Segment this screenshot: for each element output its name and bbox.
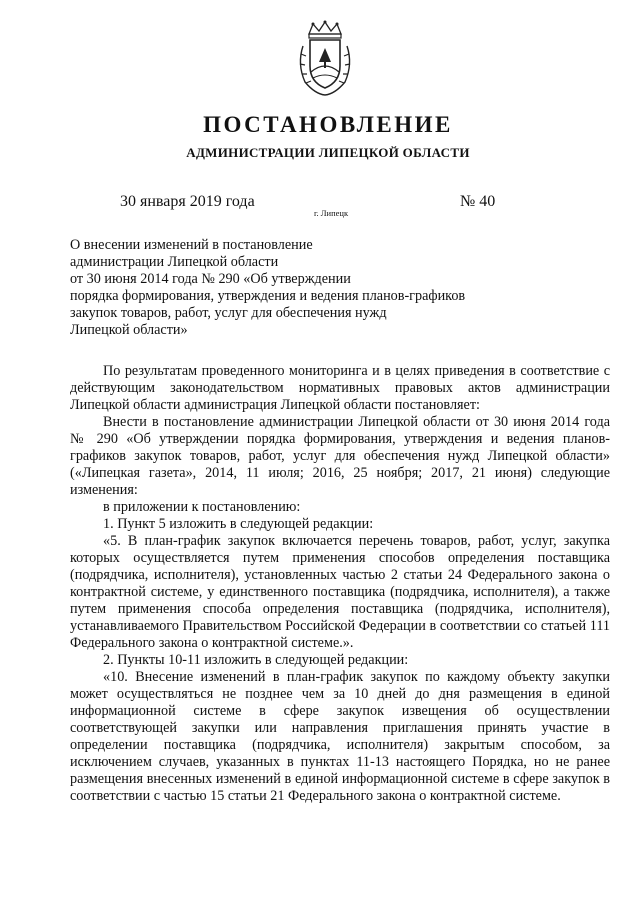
document-number: № 40 xyxy=(460,193,496,210)
body-paragraph: Внести в постановление администрации Липецкой области от 30 июня 2014 года № 290 «Об утверждении порядка формирования, утверждения и ведения планов-графиков закупок товаров, работ, услуг для обеспечения нужд Липецкой области» («Липецкая газета», 2014, 11 июля; 2016, 25 ноября; 2017, 21 июня) следующие изменения: xyxy=(70,414,610,498)
body-paragraph: «10. Внесение изменений в план-график закупок по каждому объекту закупки может осуществляться не позднее чем за 10 дней до дня размещения в единой информационной системе в сфере закупок извещения об осуществлении соответствующей закупки или направления приглашения принять участие в определении поставщика (подрядчика, исполнителя) закрытым способом, за исключением случаев, указанных в пунктах 11-13 настоящего Порядка, но не ранее размещения внесенных изменений в единой информационной системе в сфере закупок в соответствии с частью 15 статьи 21 Федерального закона о контрактной системе. xyxy=(70,669,610,804)
document-subject xyxy=(70,237,465,339)
body-paragraph: 2. Пункты 10-11 изложить в следующей редакции: xyxy=(103,652,409,668)
subject-line: от 30 июня 2014 года № 290 «Об утверждении xyxy=(70,271,351,287)
issuing-authority: АДМИНИСТРАЦИИ ЛИПЕЦКОЙ ОБЛАСТИ xyxy=(186,145,470,160)
subject-line: порядка формирования, утверждения и ведения планов-графиков xyxy=(70,288,466,304)
subject-line: О внесении изменений в постановление xyxy=(70,237,313,253)
body-paragraph: По результатам проведенного мониторинга и в целях приведения в соответствие с действующим законодательством нормативных правовых актов администрации Липецкой области администрация Липецкой области постановляет: xyxy=(70,363,610,413)
body-paragraph: «5. В план-график закупок включается перечень товаров, работ, услуг, закупка которых осуществляется путем применения способов определения поставщика (подрядчика, исполнителя), установленных частью 2 статьи 24 Федерального закона о контрактной системе, у единственного поставщика (подрядчика, исполнителя), а также путем применения способа определения поставщика (подрядчика, исполнителя), устанавливаемого Правительством Российской Федерации в соответствии со статьей 111 Федерального закона о контрактной системе.». xyxy=(70,533,610,651)
document-title: ПОСТАНОВЛЕНИЕ xyxy=(203,112,453,137)
document-date: 30 января 2019 года xyxy=(120,193,255,210)
body-paragraph: 1. Пункт 5 изложить в следующей редакции: xyxy=(103,516,374,532)
subject-line: администрации Липецкой области xyxy=(70,254,279,270)
body-paragraph: в приложении к постановлению: xyxy=(103,499,301,515)
document-city: г. Липецк xyxy=(314,208,349,218)
subject-line: закупок товаров, работ, услуг для обеспечения нужд xyxy=(70,305,387,321)
subject-line: Липецкой области» xyxy=(70,322,188,338)
lipetsk-coat-of-arms-icon xyxy=(295,20,355,98)
document-body xyxy=(70,363,610,805)
